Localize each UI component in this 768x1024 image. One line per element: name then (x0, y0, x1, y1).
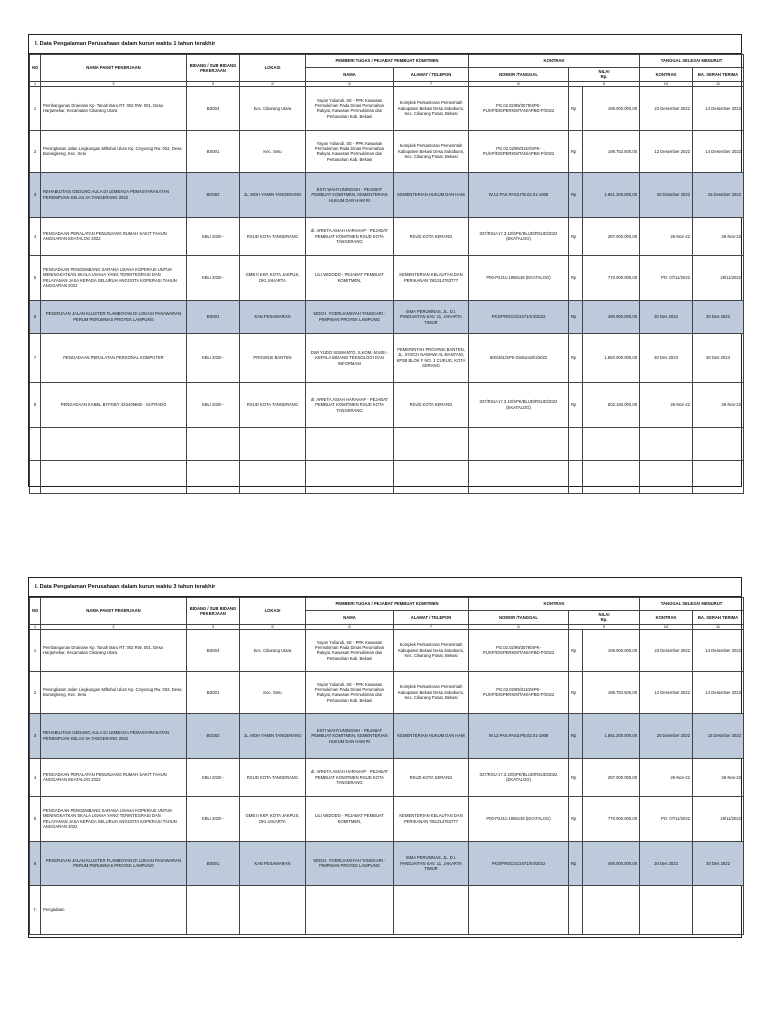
cell-rp: Rp (569, 172, 583, 217)
cell-tgl-kontrak: 12 Desember 2022 (640, 130, 693, 172)
cell-nama-paket: PENGADAAN PENGEMBANG SARANA USAHA KOPERASI UNTUK MENINGKATKAN SKALA USAHA YANG TERINTEGRASI DAN PELAYANAN JASA KEPADA SELURUH ANGGOTA KOPERASI TAHUN ANGGARAN 2022 (41, 255, 187, 300)
header-bidang: BIDANG / SUB BIDANG PEKERJAAN (187, 598, 240, 625)
cell-alamat: RSUD KOTA SERANG (394, 758, 469, 796)
header-alamat: ALAMAT / TELEPON (394, 611, 469, 625)
header-lokasi: LOKASI (240, 55, 306, 82)
cell-tgl-ba (693, 885, 744, 934)
header-tanggal-selesai: TANGGAL SELESAI MENURUT (640, 598, 744, 611)
column-number: 6 (306, 81, 394, 86)
cell-nomor: PG.02.02/99/3079/SPK-PL/KP/DISPERKIMTAN/APBD-P/2022 (469, 86, 569, 130)
cell-pemberi: dr. ARNITA ASIAH HARAHAP - PEJABAT PEMBUAT KOMITMEN RSUD KOTA TANGERANG (306, 217, 394, 255)
cell-nomor: P00-P2211-1958148 (EKATALOG) (469, 255, 569, 300)
table-row (30, 713, 744, 758)
cell-tgl-kontrak: 25 Desmber 2022 (640, 713, 693, 758)
cell-lokasi: Kec. Setu (240, 671, 306, 713)
header-kontrak: KONTRAK (469, 55, 640, 68)
header-nomor-tanggal: NOMOR /TANGGAL (469, 68, 569, 82)
experience-table (29, 54, 744, 494)
cell-nilai: 199.000.000,00 (583, 629, 640, 671)
cell-pemberi: Yayan Yuliandi, SE - PPK Kawasan Permukiman Pada Dinas Perumahan Rakyat, Kawasan Permukiman dan Pertanahan Kab. Bekasi (306, 86, 394, 130)
cell-nilai: 1.861.200.000,00 (583, 172, 640, 217)
cell-bidang: BS001 (187, 671, 240, 713)
cell-nilai: 770.000.000,00 (583, 255, 640, 300)
cell-tgl-kontrak: 23 Desember 2022 (640, 86, 693, 130)
header-pemberi-tugas: PEMBERI TUGAS / PEJABAT PEMBUAT KOMITMEN (306, 55, 469, 68)
cell-tgl-ba: 14 Desember 2022 (693, 629, 744, 671)
empty-row (30, 460, 744, 493)
cell-nama-paket: Peningkatan Jalan Lingkungan Miftahul Ulum Kp. Cinyosog Rw. 002, Desa Burangkeng, Kec. Setu (41, 671, 187, 713)
cell-alamat: KEMENTERIAN HUKUM DAN HAM (394, 172, 469, 217)
cell-rp: Rp (569, 758, 583, 796)
cell-pemberi: LILI WIDODO - PEJABAT PEMBUAT KOMITMEN, (306, 796, 394, 841)
header-lokasi: LOKASI (240, 598, 306, 625)
cell-lokasi: KAB PESAWARAN (240, 300, 306, 333)
cell-pemberi: MOCH. YOERLIANSYAH TANGKARI - PIMPINAN PROYEK LAMPUNG (306, 841, 394, 885)
table-row (30, 255, 744, 300)
cell-rp: Rp (569, 796, 583, 841)
cell-tgl-kontrak: 30 Des 2023 (640, 333, 693, 382)
cell-tgl-ba: 30 Des 2022 (693, 300, 744, 333)
header-no: NO (30, 598, 41, 625)
column-number: 9 (569, 81, 640, 86)
header-kontrak-date: KONTRAK (640, 611, 693, 625)
cell-nomor: PG.02.02/99/3110/SPK-PL/KP/DISPERKIMTAN/APBD-P/2022 (469, 130, 569, 172)
cell-pemberi: DWI YUDO SISWANTO, S.KOM. M.MSI - KEPALA BIDANG TEKNOLOGI DAN INFORMASI (306, 333, 394, 382)
cell-alamat: PEMERINTAH PROVINSI BANTEN, JL. SYECH NAWAWI AL-BANTANI, KP3B BLOK F NO. 1 CURUG, KOTA SERANG (394, 333, 469, 382)
column-number: 10 (640, 81, 693, 86)
table-row (30, 758, 744, 796)
cell-bidang: BS004 (187, 86, 240, 130)
cell-nilai: 490.000.000,00 (583, 300, 640, 333)
cell-bidang: BG002 (187, 713, 240, 758)
cell-lokasi: Kec. Cikarang Utara (240, 629, 306, 671)
header-alamat: ALAMAT / TELEPON (394, 68, 469, 82)
cell-pemberi: MOCH. YOERLIANSYAH TANGKARI - PIMPINAN PROYEK LAMPUNG (306, 300, 394, 333)
cell-alamat: RSUD KOTA SERANG (394, 217, 469, 255)
header-nama: NAMA (306, 611, 394, 625)
cell-nomor: PKS/PROC01/2471/XII/2022 (469, 300, 569, 333)
column-number: 1 (30, 81, 41, 86)
cell-nomor: 027/RSU-17.3.10/SPK/BLUD/RSUD/2022 (EKATALOG) (469, 382, 569, 427)
header-nilai-label: NILAI (598, 612, 610, 617)
cell-nama-paket: PEKERJAAN JALAN KLUSTER FLAMBOYAN DI LOKASI PASAWARAN PERUM PERUMNAS PROYEK LAMPUNG (41, 300, 187, 333)
cell-nilai: 1.861.200.000,00 (583, 713, 640, 758)
cell-nilai: 287.000.000,00 (583, 217, 640, 255)
cell-nomor: 800/261/SPK-Diskominfo/2022 (469, 333, 569, 382)
cell-tgl-kontrak: PO: 07/11/2022 (640, 255, 693, 300)
column-number: 6 (306, 624, 394, 629)
cell-nama-paket: PENGADAAN KABEL BYFGBY 4X240MM2 - SUTRADO (41, 382, 187, 427)
cell-bidang: BS001 (187, 300, 240, 333)
header-pemberi-tugas: PEMBERI TUGAS / PEJABAT PEMBUAT KOMITMEN (306, 598, 469, 611)
cell-no: 3 (30, 713, 41, 758)
experience-table-1-year (28, 34, 742, 487)
cell-tgl-ba: 14 Desember 2022 (693, 86, 744, 130)
cell-pemberi: dr. ARNITA ASIAH HARAHAP - PEJABAT PEMBUAT KOMITMEN RSUD KOTA TANGERANG (306, 758, 394, 796)
column-number: 5 (240, 81, 306, 86)
column-number: 7 (394, 81, 469, 86)
cell-nama-paket: Pembangunan Drainase Kp. Tanah Baru RT. 002 RW. 001, Desa Harjamekar, Kecamatan Cikarang Utara (41, 86, 187, 130)
cell-bidang: BS001 (187, 841, 240, 885)
cell-no: 8 (30, 382, 41, 427)
cell-bidang: KBLI 2020 - (187, 758, 240, 796)
cell-nama-paket: REHABILITASI GEDUNG AULA DI LEMBAGA PEMASYARAKATAN PEREMPUAN KELAS IIA TANGERANG 2022 (41, 172, 187, 217)
column-number: 11 (693, 624, 744, 629)
cell-nilai: 1.850.000.000,00 (583, 333, 640, 382)
column-number: 3 (187, 624, 240, 629)
cell-rp: Rp (569, 300, 583, 333)
table-row (30, 671, 744, 713)
header-nomor-tanggal: NOMOR /TANGGAL (469, 611, 569, 625)
cell-no: 4 (30, 758, 41, 796)
cell-nama-paket: PENGADAAN PERALATAN PENUNJANG RUMAH SAKIT TAHUN ANGGARAN EKATALOG 2022 (41, 758, 187, 796)
column-number: 9 (569, 624, 640, 629)
cell-tgl-ba: 26-Nov-22 (693, 217, 744, 255)
cell-lokasi: PROVINSI BANTEN (240, 333, 306, 382)
cell-nama-paket: REHABILITASI GEDUNG AULA DI LEMBAGA PEMASYARAKATAN PEREMPUAN KELAS IIA TANGERANG 2022 (41, 713, 187, 758)
cell-nama-paket: Pembangunan Drainase Kp. Tanah Baru RT. 002 RW. 001, Desa Harjamekar, Kecamatan Cikarang Utara (41, 629, 187, 671)
cell-alamat: KEMENTERIAN KELAUTAN DAN PERIKANAN '081314763777 (394, 796, 469, 841)
cell-tgl-kontrak: PO: 07/11/2022 (640, 796, 693, 841)
cell-bidang: KBLI 2020 - (187, 796, 240, 841)
header-tanggal-selesai: TANGGAL SELESAI MENURUT (640, 55, 744, 68)
cell-no: 3 (30, 172, 41, 217)
cell-nilai (583, 885, 640, 934)
cell-tgl-kontrak: 25 Desmber 2022 (640, 172, 693, 217)
cell-nilai: 198.752.500,00 (583, 130, 640, 172)
cell-lokasi: JL. MOH YAMIN TANGERANG (240, 172, 306, 217)
cell-tgl-kontrak: 26-Nov-22 (640, 758, 693, 796)
cell-tgl-kontrak: 30 Des 2022 (640, 841, 693, 885)
cell-rp (569, 885, 583, 934)
cell-tgl-ba: 28/11/2022 (693, 255, 744, 300)
cell-tgl-ba: 26-Nov-22 (693, 758, 744, 796)
cell-nomor: 027/RSU-17.3.10/SPK/BLUD/RSUD/2022 (EKATALOG) (469, 217, 569, 255)
table-row (30, 629, 744, 671)
cell-nilai: 287.000.000,00 (583, 758, 640, 796)
header-nama-paket: NAMA PAKET PEKERJAAN (41, 55, 187, 82)
table-row (30, 841, 744, 885)
cell-tgl-ba: 15 Desmber 2022 (693, 172, 744, 217)
cell-bidang (187, 885, 240, 934)
cell-tgl-ba: 15 Desmber 2022 (693, 713, 744, 758)
table-row (30, 796, 744, 841)
cell-nama-paket: PENGADAAN PERALATAN PERSONAL KOMPUTER (41, 333, 187, 382)
cell-tgl-kontrak: 26-Nov-22 (640, 217, 693, 255)
cell-no: 6 (30, 841, 41, 885)
header-nama: NAMA (306, 68, 394, 82)
cell-lokasi: RSUD KOTA TANGERANG (240, 382, 306, 427)
column-number: 8 (469, 624, 569, 629)
cell-lokasi: JL. MOH YAMIN TANGERANG (240, 713, 306, 758)
header-nilai-rp: Rp. (600, 617, 608, 623)
column-number: 8 (469, 81, 569, 86)
cell-no: 5 (30, 255, 41, 300)
cell-nomor (469, 885, 569, 934)
header-kontrak-date: KONTRAK (640, 68, 693, 82)
cell-no: 5 (30, 796, 41, 841)
table-row (30, 86, 744, 130)
section-title: I. Data Pengalaman Perusahaan dalam kurun waktu 1 tahun terakhir (29, 35, 741, 54)
column-number: 2 (41, 624, 187, 629)
cell-nama-paket: PENGADAAN PERALATAN PENUNJANG RUMAH SAKIT TAHUN ANGGARAN EKATALOG 2022 (41, 217, 187, 255)
cell-pemberi: LILI WIDODO - PEJABAT PEMBUAT KOMITMEN, (306, 255, 394, 300)
cell-rp: Rp (569, 382, 583, 427)
column-number: 2 (41, 81, 187, 86)
cell-tgl-ba: 14 Desember 2022 (693, 130, 744, 172)
header-nilai-label: NILAI (598, 69, 610, 74)
cell-alamat: ISMA PERUMNAS, JL. D.I. PANDJAITAN KAV. 11, JAKARTA TIMUR (394, 841, 469, 885)
cell-lokasi (240, 885, 306, 934)
cell-pemberi: Yayan Yuliandi, SE - PPK Kawasan Permukiman Pada Dinas Perumahan Rakyat, Kawasan Permukiman dan Pertanahan Kab. Bekasi (306, 629, 394, 671)
cell-no: 2 (30, 130, 41, 172)
section-title: I. Data Pengalaman Perusahaan dalam kurun waktu 3 tahun terakhir (29, 578, 741, 597)
cell-lokasi: Kec. Setu (240, 130, 306, 172)
column-number: 11 (693, 81, 744, 86)
cell-pemberi (306, 885, 394, 934)
cell-alamat: KEMENTERIAN KELAUTAN DAN PERIKANAN '081314763777 (394, 255, 469, 300)
column-number: 7 (394, 624, 469, 629)
experience-table-3-years (28, 577, 742, 938)
cell-tgl-kontrak: 12 Desember 2022 (640, 671, 693, 713)
cell-lokasi: RSUD KOTA TANGERANG (240, 217, 306, 255)
cell-pemberi: Yayan Yuliandi, SE - PPK Kawasan Permukiman Pada Dinas Perumahan Rakyat, Kawasan Permukiman dan Pertanahan Kab. Bekasi (306, 671, 394, 713)
cell-no: 1 (30, 629, 41, 671)
table-row (30, 333, 744, 382)
header-nilai (569, 68, 640, 82)
cell-nama-paket: PEKERJAAN JALAN KLUSTER FLAMBOYAN DI LOKASI PASAWARAN PERUM PERUMNAS PROYEK LAMPUNG (41, 841, 187, 885)
experience-table (29, 597, 744, 935)
cell-tgl-ba: 30 Des 2022 (693, 841, 744, 885)
cell-rp: Rp (569, 333, 583, 382)
cell-tgl-ba: 14 Desember 2022 (693, 671, 744, 713)
cell-tgl-kontrak: 23 Desember 2022 (640, 629, 693, 671)
cell-bidang: BS001 (187, 130, 240, 172)
cell-nilai: 199.000.000,00 (583, 86, 640, 130)
cell-pemberi: dr. ARNITA ASIAH HARAHAP - PEJABAT PEMBUAT KOMITMEN RSUD KOTA TANGERANG (306, 382, 394, 427)
cell-alamat: ISMA PERUMNAS, JL. D.I. PANDJAITAN KAV. 11, JAKARTA TIMUR (394, 300, 469, 333)
column-number: 1 (30, 624, 41, 629)
cell-rp: Rp (569, 217, 583, 255)
header-no: NO (30, 55, 41, 82)
table-row (30, 172, 744, 217)
column-number: 10 (640, 624, 693, 629)
cell-tgl-ba: 26-Nov-22 (693, 382, 744, 427)
cell-no: 7 (30, 333, 41, 382)
header-bidang: BIDANG / SUB BIDANG PEKERJAAN (187, 55, 240, 82)
cell-nilai: 198.752.500,00 (583, 671, 640, 713)
cell-lokasi: Kec. Cikarang Utara (240, 86, 306, 130)
cell-alamat (394, 885, 469, 934)
column-number: 3 (187, 81, 240, 86)
cell-nomor: 027/RSU-17.3.10/SPK/BLUD/RSUD/2022 (EKATALOG) (469, 758, 569, 796)
cell-alamat: Komplek Perkantoran Pemerintah Kabupaten Bekasi Desa Sukabumi, Kec. Cikarang Pusat, Bekasi (394, 130, 469, 172)
cell-bidang: KBLI 2020 - (187, 382, 240, 427)
cell-no: 7. (30, 885, 41, 934)
cell-lokasi: GMB II KKP, KOTA JAKPUS, DKI JAKARTA (240, 255, 306, 300)
cell-rp: Rp (569, 629, 583, 671)
cell-rp: Rp (569, 713, 583, 758)
cell-rp: Rp (569, 130, 583, 172)
cell-nomor: P00-P2211-1958148 (EKATALOG) (469, 796, 569, 841)
cell-nomor: PKS/PROC01/2471/XII/2022 (469, 841, 569, 885)
cell-nama-paket: Peningkatan Jalan Lingkungan Miftahul Ulum Kp. Cinyosog Rw. 002, Desa Burangkeng, Kec. Setu (41, 130, 187, 172)
cell-rp: Rp (569, 841, 583, 885)
cell-nilai: 490.000.000,00 (583, 841, 640, 885)
cell-nama-paket: PENGADAAN PENGEMBANG SARANA USAHA KOPERASI UNTUK MENINGKATKAN SKALA USAHA YANG TERINTEGRASI DAN PELAYANAN JASA KEPADA SELURUH ANGGOTA KOPERASI TAHUN ANGGARAN 2022 (41, 796, 187, 841)
header-nilai-rp: Rp. (600, 74, 608, 80)
cell-nomor: W.12.PAS.PAS3.PB.02.01-1908 (469, 172, 569, 217)
table-row (30, 885, 744, 934)
column-number: 5 (240, 624, 306, 629)
cell-bidang: KBLI 2020 - (187, 217, 240, 255)
header-nama-paket: NAMA PAKET PEKERJAAN (41, 598, 187, 625)
header-ba-serah: BA. SERAH TERIMA (693, 68, 744, 82)
cell-bidang: KBLI 2020 - (187, 333, 240, 382)
cell-bidang: BS004 (187, 629, 240, 671)
cell-rp: Rp (569, 255, 583, 300)
cell-pemberi: Yayan Yuliandi, SE - PPK Kawasan Permukiman Pada Dinas Perumahan Rakyat, Kawasan Permukiman dan Pertanahan Kab. Bekasi (306, 130, 394, 172)
cell-nilai: 770.000.000,00 (583, 796, 640, 841)
cell-no: 4 (30, 217, 41, 255)
cell-pemberi: ESTI WAHYUNINGSIH - PEJABAT PEMBUAT KOMITMEN, KEMENTERIAN HUKUM DAN HAM RI (306, 713, 394, 758)
cell-no: 6 (30, 300, 41, 333)
cell-tgl-kontrak: 26-Nov-22 (640, 382, 693, 427)
cell-alamat: RSUD KOTA SERANG (394, 382, 469, 427)
cell-alamat: Komplek Perkantoran Pemerintah Kabupaten Bekasi Desa Sukabumi, Kec. Cikarang Pusat, Bekasi (394, 86, 469, 130)
cell-rp: Rp (569, 86, 583, 130)
cell-lokasi: GMB II KKP, KOTA JAKPUS, DKI JAKARTA (240, 796, 306, 841)
cell-tgl-kontrak: 30 Des 2022 (640, 300, 693, 333)
cell-tgl-kontrak (640, 885, 693, 934)
cell-nomor: PG.02.02/99/3079/SPK-PL/KP/DISPERKIMTAN/APBD-P/2022 (469, 629, 569, 671)
table-row (30, 130, 744, 172)
cell-lokasi: KAB PESAWARAN (240, 841, 306, 885)
cell-nomor: PG.02.02/99/3110/SPK-PL/KP/DISPERKIMTAN/APBD-P/2022 (469, 671, 569, 713)
cell-pemberi: ESTI WAHYUNINGSIH - PEJABAT PEMBUAT KOMITMEN, KEMENTERIAN HUKUM DAN HAM RI (306, 172, 394, 217)
cell-no: 1 (30, 86, 41, 130)
header-ba-serah: BA. SERAH TERIMA (693, 611, 744, 625)
cell-lokasi: RSUD KOTA TANGERANG (240, 758, 306, 796)
cell-bidang: KBLI 2020 - (187, 255, 240, 300)
header-nilai (569, 611, 640, 625)
table-row (30, 382, 744, 427)
header-kontrak: KONTRAK (469, 598, 640, 611)
empty-row (30, 427, 744, 460)
cell-tgl-ba: 30 Des 2023 (693, 333, 744, 382)
cell-no: 2 (30, 671, 41, 713)
cell-nama-paket: Pengadaan (41, 885, 187, 934)
cell-alamat: Komplek Perkantoran Pemerintah Kabupaten Bekasi Desa Sukabumi, Kec. Cikarang Pusat, Bekasi (394, 629, 469, 671)
cell-alamat: KEMENTERIAN HUKUM DAN HAM (394, 713, 469, 758)
table-row (30, 300, 744, 333)
cell-tgl-ba: 28/11/2022 (693, 796, 744, 841)
cell-nomor: W.12.PAS.PAS3.PB.02.01-1908 (469, 713, 569, 758)
cell-alamat: Komplek Perkantoran Pemerintah Kabupaten Bekasi Desa Sukabumi, Kec. Cikarang Pusat, Bekasi (394, 671, 469, 713)
cell-nilai: 502.180.000,00 (583, 382, 640, 427)
table-row (30, 217, 744, 255)
cell-bidang: BG002 (187, 172, 240, 217)
cell-rp: Rp (569, 671, 583, 713)
